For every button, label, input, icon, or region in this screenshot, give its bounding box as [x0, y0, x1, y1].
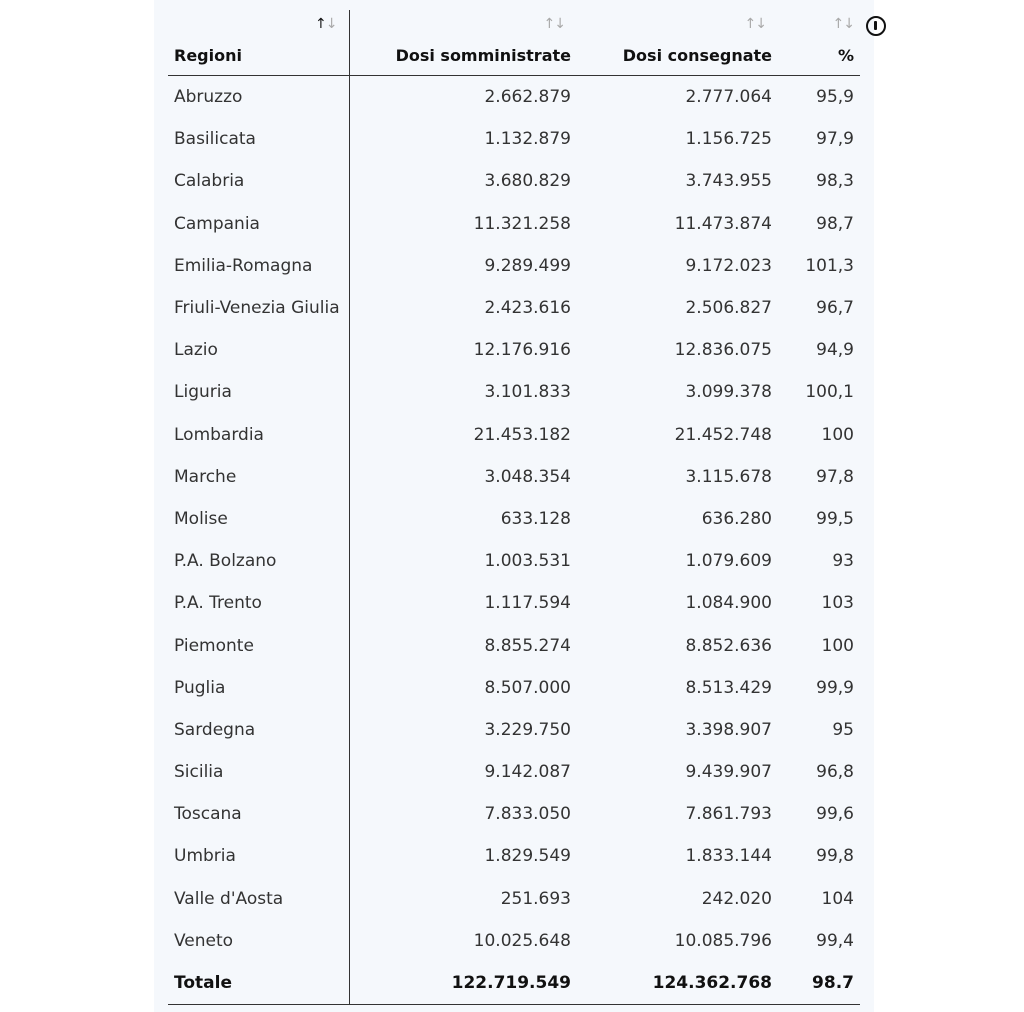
- cell-region: Marche: [168, 456, 349, 498]
- table-row: [168, 329, 860, 371]
- cell-administered: 2.662.879: [484, 87, 571, 108]
- table-row: [168, 287, 860, 329]
- cell-administered: 9.142.087: [484, 762, 571, 783]
- cell-region: Umbria: [168, 835, 349, 877]
- table-row: [168, 245, 860, 287]
- cell-administered: 1.829.549: [484, 846, 571, 867]
- cell-delivered: 9.439.907: [685, 762, 772, 783]
- cell-delivered: 2.777.064: [685, 87, 772, 108]
- cell-administered: 12.176.916: [473, 340, 571, 361]
- cell-administered: 3.101.833: [484, 382, 571, 403]
- cell-delivered: 636.280: [701, 508, 772, 529]
- total-percent: 98.7: [778, 962, 860, 1005]
- column-header-dosi-somministrate[interactable]: [349, 10, 577, 76]
- cell-administered: 1.132.879: [484, 129, 571, 150]
- cell-delivered: 1.833.144: [685, 846, 772, 867]
- column-header-label: Dosi consegnate: [622, 46, 772, 65]
- column-header-regioni[interactable]: [168, 10, 349, 76]
- cell-percent: 99,5: [816, 508, 854, 529]
- sort-arrows-icon[interactable]: ↑↓: [315, 16, 337, 32]
- cell-percent: 94,9: [816, 340, 854, 361]
- sort-arrows-icon[interactable]: ↑↓: [744, 16, 766, 32]
- cell-administered: 3.680.829: [484, 171, 571, 192]
- cell-delivered: 9.172.023: [685, 255, 772, 276]
- table-row: [168, 624, 860, 666]
- sort-arrows-icon[interactable]: ↑↓: [832, 16, 854, 32]
- cell-delivered: 7.861.793: [685, 804, 772, 825]
- total-row: [168, 962, 860, 1005]
- cell-region: Puglia: [168, 667, 349, 709]
- cell-administered: 9.289.499: [484, 255, 571, 276]
- cell-administered: 21.453.182: [473, 424, 571, 445]
- cell-region: Sicilia: [168, 751, 349, 793]
- cell-delivered: 12.836.075: [674, 340, 772, 361]
- cell-region: Sardegna: [168, 709, 349, 751]
- column-header-label: %: [837, 46, 854, 65]
- cell-region: Abruzzo: [168, 76, 349, 119]
- cell-region: Emilia-Romagna: [168, 245, 349, 287]
- cell-delivered: 8.513.429: [685, 677, 772, 698]
- vaccination-table: [168, 10, 860, 1005]
- table-row: [168, 160, 860, 202]
- cell-delivered: 3.743.955: [685, 171, 772, 192]
- cell-percent: 101,3: [805, 255, 854, 276]
- cell-region: Lazio: [168, 329, 349, 371]
- table-row: [168, 582, 860, 624]
- table-row: [168, 751, 860, 793]
- cell-region: Molise: [168, 498, 349, 540]
- cell-percent: 100: [821, 424, 854, 445]
- cell-percent: 103: [821, 593, 854, 614]
- column-header-label: Regioni: [174, 46, 242, 65]
- cell-administered: 8.855.274: [484, 635, 571, 656]
- table-row: [168, 76, 860, 119]
- cell-administered: 3.229.750: [484, 719, 571, 740]
- cell-percent: 99,6: [816, 804, 854, 825]
- cell-percent: 96,7: [816, 298, 854, 319]
- table-row: [168, 709, 860, 751]
- cell-region: Piemonte: [168, 624, 349, 666]
- table-row: [168, 414, 860, 456]
- cell-administered: 3.048.354: [484, 466, 571, 487]
- cell-percent: 98,7: [816, 213, 854, 234]
- cell-delivered: 1.084.900: [685, 593, 772, 614]
- cell-administered: 8.507.000: [484, 677, 571, 698]
- cell-percent: 99,4: [816, 930, 854, 951]
- table-row: [168, 371, 860, 413]
- cell-percent: 100: [821, 635, 854, 656]
- cell-administered: 10.025.648: [473, 930, 571, 951]
- cell-delivered: 3.099.378: [685, 382, 772, 403]
- cell-region: Friuli-Venezia Giulia: [168, 287, 349, 329]
- cell-percent: 97,8: [816, 466, 854, 487]
- cell-percent: 95: [832, 719, 854, 740]
- table-row: [168, 878, 860, 920]
- cell-percent: 96,8: [816, 762, 854, 783]
- cell-administered: 7.833.050: [484, 804, 571, 825]
- total-administered: 122.719.549: [349, 962, 577, 1005]
- cell-administered: 2.423.616: [484, 298, 571, 319]
- cell-delivered: 10.085.796: [674, 930, 772, 951]
- table-row: [168, 203, 860, 245]
- cell-administered: 1.003.531: [484, 551, 571, 572]
- cell-region: Basilicata: [168, 118, 349, 160]
- cell-percent: 99,8: [816, 846, 854, 867]
- table-row: [168, 498, 860, 540]
- cell-delivered: 1.156.725: [685, 129, 772, 150]
- cell-region: Campania: [168, 203, 349, 245]
- cell-percent: 99,9: [816, 677, 854, 698]
- info-icon[interactable]: [866, 16, 886, 36]
- cell-delivered: 21.452.748: [674, 424, 772, 445]
- cell-region: P.A. Trento: [168, 582, 349, 624]
- table-row: [168, 835, 860, 877]
- table-row: [168, 667, 860, 709]
- cell-delivered: 8.852.636: [685, 635, 772, 656]
- cell-region: Toscana: [168, 793, 349, 835]
- cell-percent: 98,3: [816, 171, 854, 192]
- cell-administered: 251.693: [500, 888, 571, 909]
- column-header-percent[interactable]: [778, 10, 860, 76]
- cell-percent: 100,1: [805, 382, 854, 403]
- table-row: [168, 793, 860, 835]
- cell-delivered: 11.473.874: [674, 213, 772, 234]
- cell-delivered: 242.020: [701, 888, 772, 909]
- cell-region: Liguria: [168, 371, 349, 413]
- cell-percent: 97,9: [816, 129, 854, 150]
- total-label: Totale: [168, 962, 349, 1005]
- column-header-dosi-consegnate[interactable]: [577, 10, 778, 76]
- cell-delivered: 3.398.907: [685, 719, 772, 740]
- cell-region: Lombardia: [168, 414, 349, 456]
- cell-delivered: 2.506.827: [685, 298, 772, 319]
- cell-percent: 95,9: [816, 87, 854, 108]
- cell-region: Veneto: [168, 920, 349, 962]
- cell-percent: 93: [832, 551, 854, 572]
- sort-arrows-icon[interactable]: ↑↓: [543, 16, 565, 32]
- cell-administered: 11.321.258: [473, 213, 571, 234]
- cell-percent: 104: [821, 888, 854, 909]
- cell-region: Calabria: [168, 160, 349, 202]
- cell-delivered: 1.079.609: [685, 551, 772, 572]
- cell-delivered: 3.115.678: [685, 466, 772, 487]
- cell-region: Valle d'Aosta: [168, 878, 349, 920]
- table-header-row: [168, 10, 860, 76]
- column-header-label: Dosi somministrate: [395, 46, 571, 65]
- table-row: [168, 920, 860, 962]
- cell-administered: 633.128: [500, 508, 571, 529]
- table-row: [168, 118, 860, 160]
- table-row: [168, 540, 860, 582]
- total-delivered: 124.362.768: [577, 962, 778, 1005]
- cell-region: P.A. Bolzano: [168, 540, 349, 582]
- cell-administered: 1.117.594: [484, 593, 571, 614]
- table-row: [168, 456, 860, 498]
